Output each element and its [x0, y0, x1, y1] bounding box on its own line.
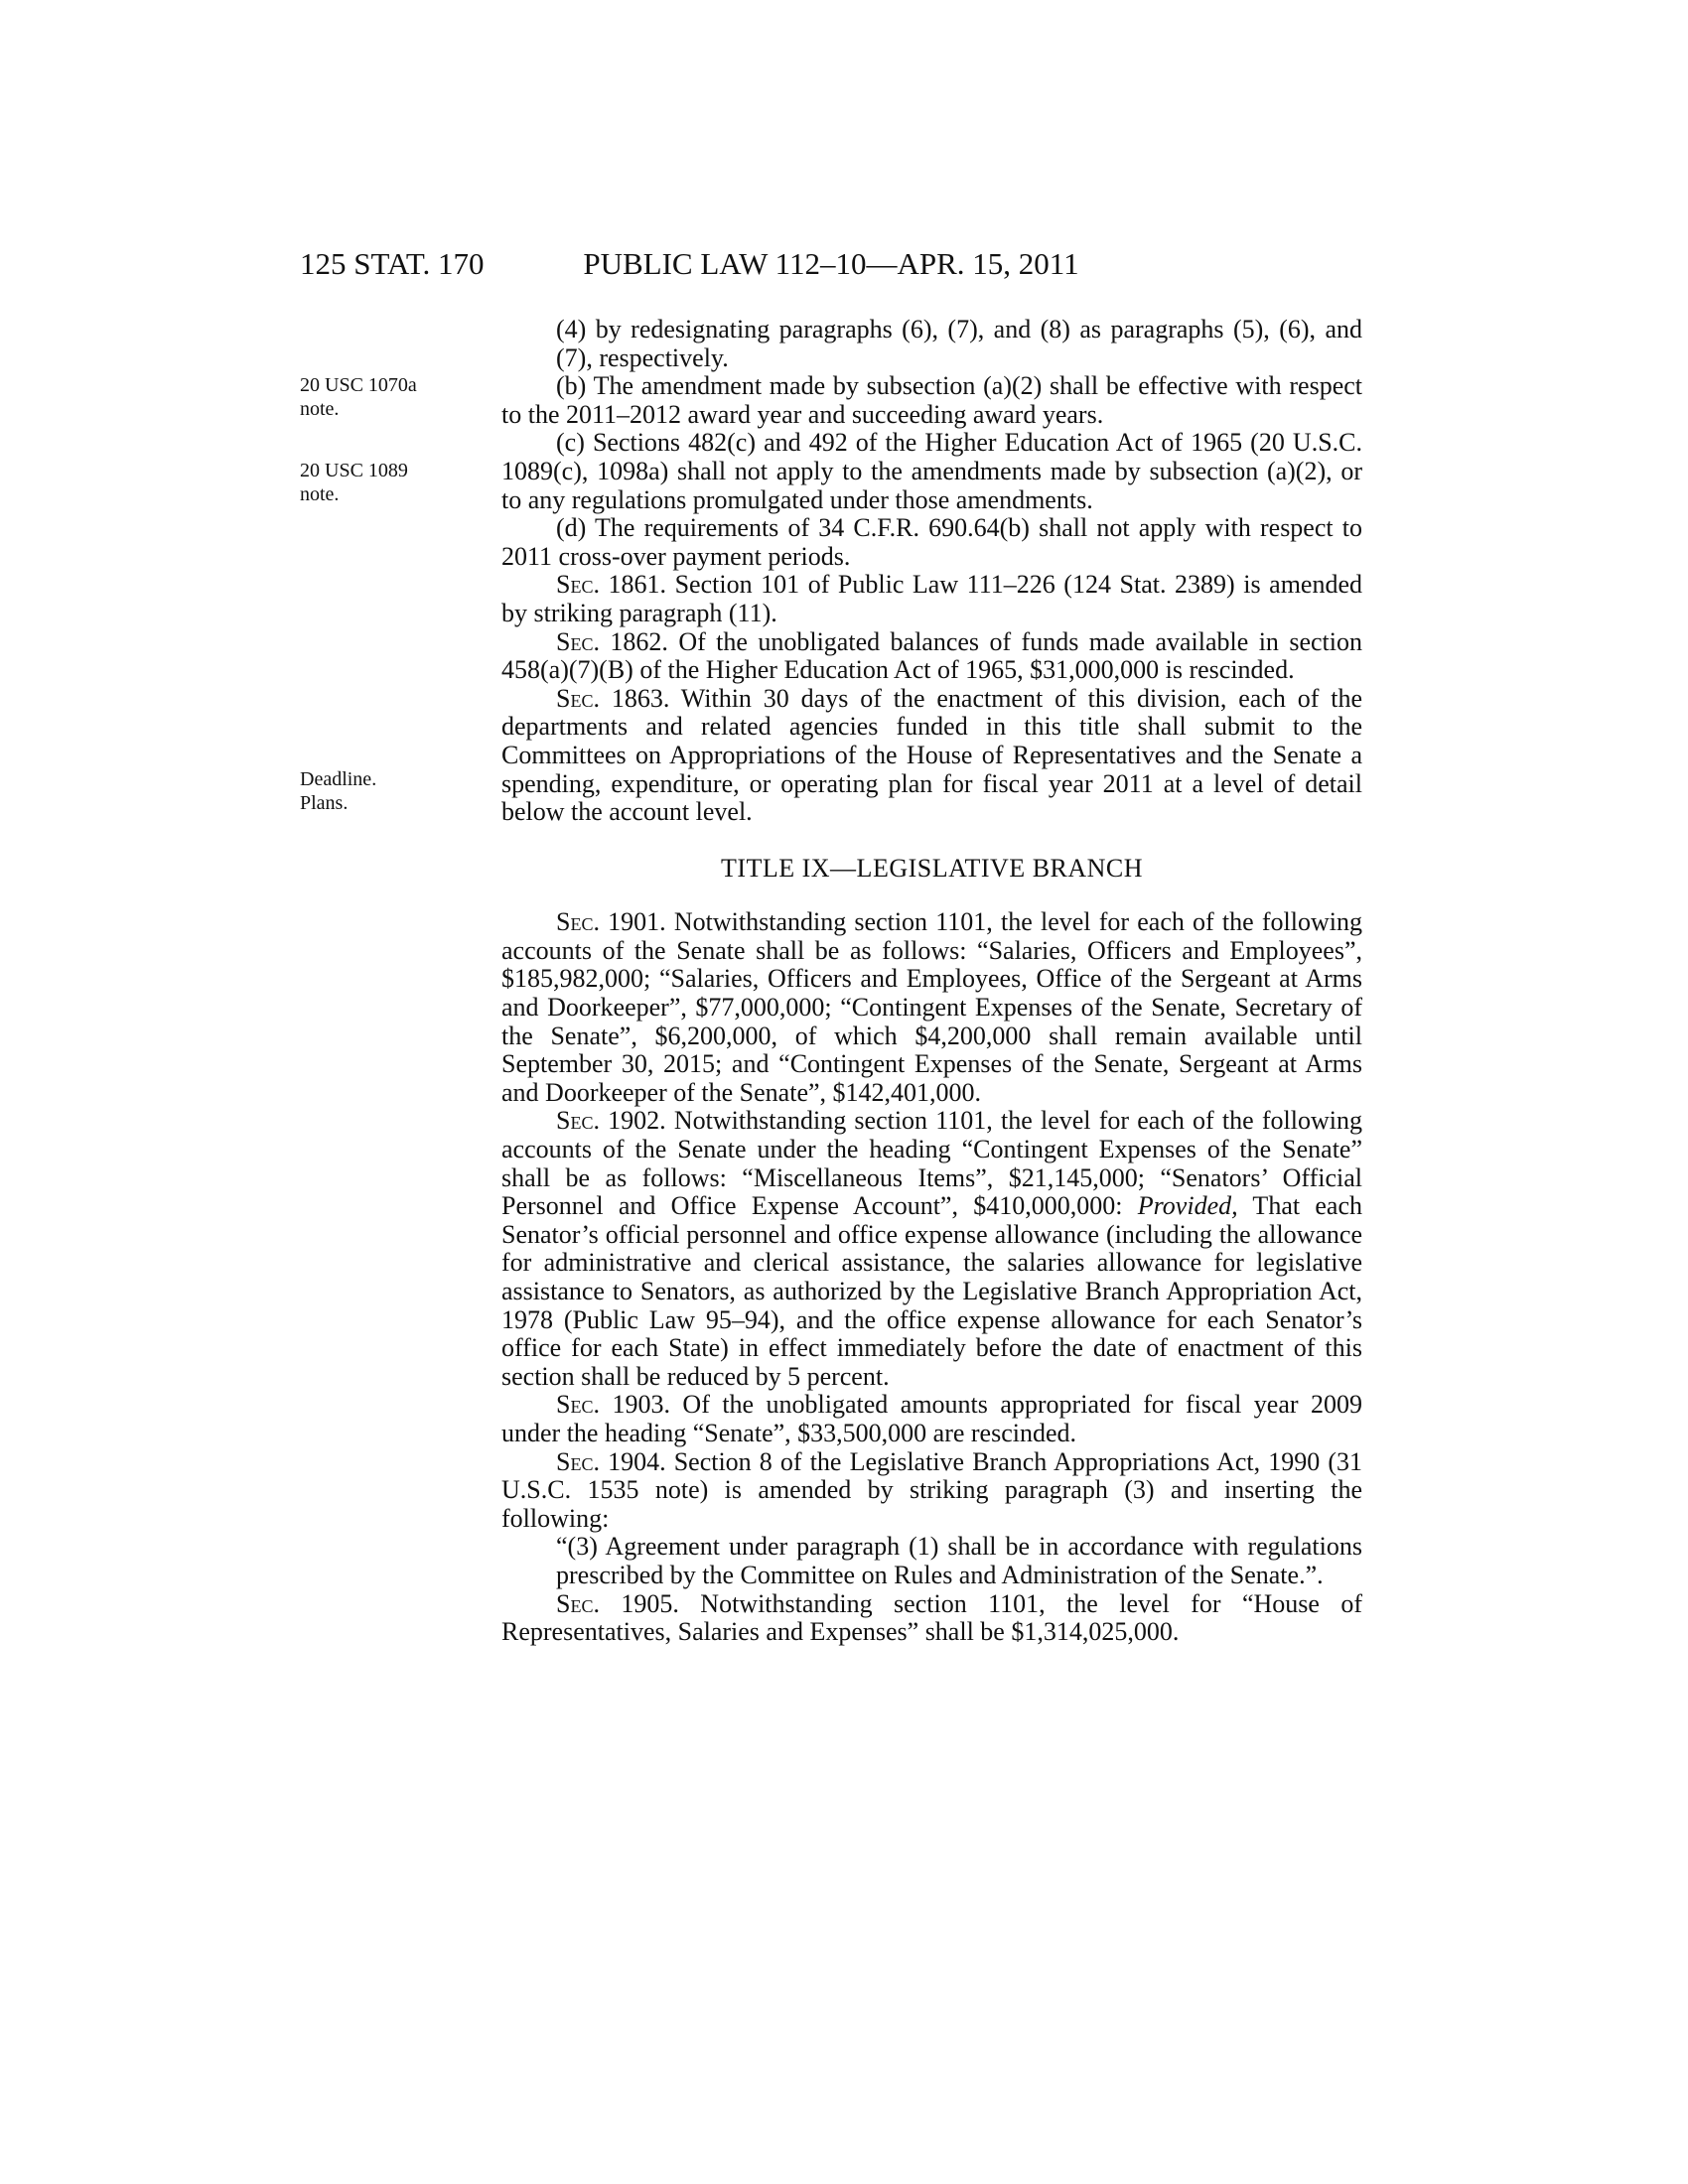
sec-label: Sec. — [556, 1106, 600, 1136]
title-heading: TITLE IX—LEGISLATIVE BRANCH — [720, 853, 1144, 883]
subsection-d: (d) The requirements of 34 C.F.R. 690.64(b) shall not apply with respect to 2011 cross-over payment periods. — [501, 513, 1362, 571]
provided-keyword: Provided, — [1137, 1191, 1238, 1221]
margin-note-usc-1070a — [300, 373, 439, 421]
section-1902-text-b: That each Senator’s official personnel and office expense allowance (including the allowance for administrative and clerical assistance, the salaries allowance for legislative assistance to Senators, as authorized by the Legislative Branch Appropriation Act, 1978 (Public Law 95–94), and the office expense allowance for each Senator’s office for each State) in effect immediately before the date of enactment of this section shall be reduced by 5 percent. — [501, 1191, 1362, 1391]
section-1861 — [501, 571, 1362, 627]
quoted-paragraph-3: “(3) Agreement under paragraph (1) shall be in accordance with regulations prescribed by the Committee on Rules and Administration of the Senate.”. — [556, 1532, 1362, 1589]
sec-label: Sec. — [556, 683, 600, 713]
margin-note-line: note. — [300, 483, 340, 505]
paragraph-4: (4) by redesignating paragraphs (6), (7), and (8) as paragraphs (5), (6), and (7), respectively. — [556, 315, 1362, 372]
section-1903 — [501, 1391, 1362, 1447]
page-header — [300, 244, 1362, 284]
sec-label: Sec. — [556, 626, 600, 656]
section-1901-text: 1901. Notwithstanding section 1101, the level for each of the following accounts of the Senate shall be as follows: “Salaries, Officers and Employees”, $185,982,000; “Salaries, Officers and Employees, Office of the Sergeant at Arms and Doorkeeper”, $77,000,000; “Contingent Expenses of the Senate, Secretary of the Senate”, $6,200,000, of which $4,200,000 shall remain available until September 30, 2015; and “Contingent Expenses of the Senate, Sergeant at Arms and Doorkeeper of the Senate”, $142,401,000. — [501, 907, 1362, 1107]
sec-label: Sec. — [556, 570, 600, 600]
section-1905 — [501, 1590, 1362, 1647]
section-1901 — [501, 908, 1362, 1107]
sec-label: Sec. — [556, 907, 600, 937]
section-1902-text-a: 1902. Notwithstanding section 1101, the level for each of the following accounts of the Senate under the heading “Contingent Expenses of the Senate” shall be as follows: “Miscellaneous Items”, $21,145,000; “Senators’ Official Personnel and Office Expense Account”, $410,000,000: — [501, 1106, 1362, 1221]
subsection-b: (b) The amendment made by subsection (a)(2) shall be effective with respect to the 2011–2012 award year and succeeding award years. — [501, 371, 1362, 429]
page-number: 125 STAT. 170 — [300, 246, 485, 281]
section-1863 — [501, 685, 1362, 827]
sec-label: Sec. — [556, 1390, 600, 1420]
sec-label: Sec. — [556, 1588, 600, 1618]
margin-note-deadline — [300, 767, 439, 815]
section-1904-text: 1904. Section 8 of the Legislative Branch Appropriations Act, 1990 (31 U.S.C. 1535 note) is amended by striking paragraph (3) and inserting the following: — [501, 1446, 1362, 1533]
margin-note-line: 20 USC 1089 — [300, 460, 408, 481]
section-1902 — [501, 1107, 1362, 1391]
margin-note-line: 20 USC 1070a — [300, 374, 417, 396]
section-1905-text: 1905. Notwithstanding section 1101, the level for “House of Representatives, Salaries and Expenses” shall be $1,314,025,000. — [501, 1588, 1362, 1647]
subsection-c: (c) Sections 482(c) and 492 of the Higher Education Act of 1965 (20 U.S.C. 1089(c), 1098a) shall not apply to the amendments made by subsection (a)(2), or to any regulations promulgated under those amendments. — [501, 428, 1362, 514]
running-head: PUBLIC LAW 112–10—APR. 15, 2011 — [583, 246, 1079, 281]
margin-note-line: Plans. — [300, 792, 349, 814]
section-1862 — [501, 628, 1362, 685]
section-1862-text: 1862. Of the unobligated balances of funds made available in section 458(a)(7)(B) of the Higher Education Act of 1965, $31,000,000 is rescinded. — [501, 626, 1362, 685]
section-1861-text: 1861. Section 101 of Public Law 111–226 (124 Stat. 2389) is amended by striking paragraph (11). — [501, 570, 1362, 627]
margin-note-line: Deadline. — [300, 768, 377, 790]
section-1863-text: 1863. Within 30 days of the enactment of this division, each of the departments and related agencies funded in this title shall submit to the Committees on Appropriations of the House of Representatives and the Senate a spending, expenditure, or operating plan for fiscal year 2011 at a level of detail below the account level. — [501, 683, 1362, 827]
sec-label: Sec. — [556, 1446, 600, 1476]
document-body — [501, 316, 1362, 1647]
section-1903-text: 1903. Of the unobligated amounts appropriated for fiscal year 2009 under the heading “Senate”, $33,500,000 are rescinded. — [501, 1390, 1362, 1447]
section-1904 — [501, 1448, 1362, 1534]
margin-note-usc-1089 — [300, 459, 439, 506]
margin-note-line: note. — [300, 398, 340, 420]
